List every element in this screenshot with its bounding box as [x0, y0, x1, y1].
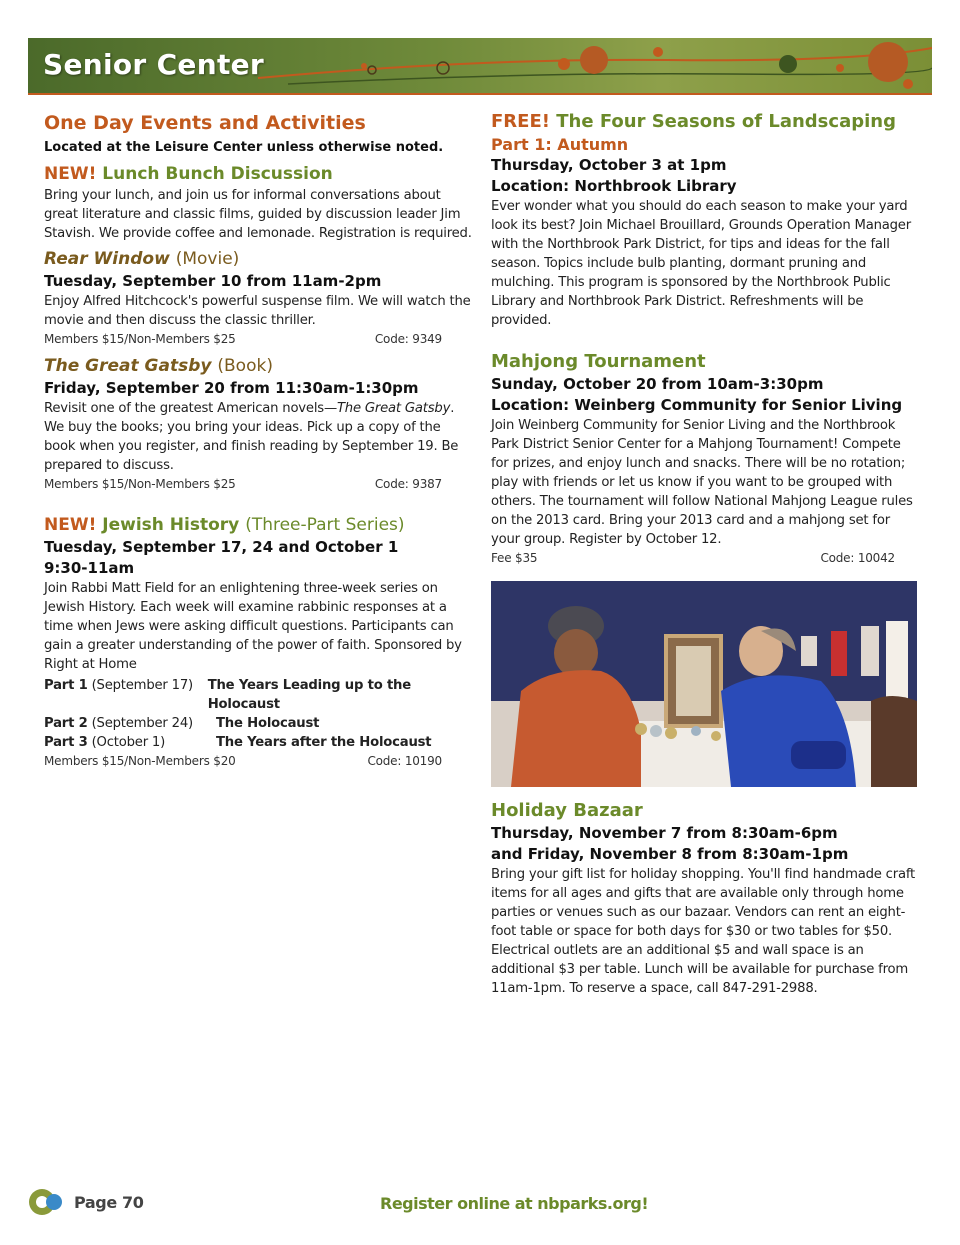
- part-when: [44, 714, 216, 733]
- event-time: 9:30-11am: [44, 559, 135, 577]
- part-label: Part 1: [44, 678, 88, 693]
- fee-row: [44, 475, 474, 493]
- series-part-row: [44, 714, 474, 733]
- event-name: Mahjong Tournament: [491, 351, 706, 372]
- fee: Members $15/Non-Members $25: [44, 332, 236, 346]
- event-date: Tuesday, September 10 from 11am-2pm: [44, 272, 382, 290]
- event-description: Bring your gift list for holiday shopping. You'll find handmade craft items for all ages and gifts that are available only through home parties or venues such as our bazaar. Vendors can rent an eight-foot table or space for both days for $30 or two tables for $50. Electrical outlets are an additional $5 and wall space is an additional $3 per table. Lunch will be available for purchase from 11am-1pm. To reserve a space, call 847-291-2988.: [491, 867, 916, 996]
- fee-row: [491, 549, 919, 567]
- event-title-bazaar: [491, 799, 919, 823]
- section-subtitle: Located at the Leisure Center unless otherwise noted.: [44, 140, 444, 155]
- part-when: [44, 676, 208, 714]
- program-code: Code: 9387: [374, 477, 442, 491]
- section-title: One Day Events and Activities: [44, 112, 366, 134]
- new-tag: NEW!: [44, 515, 97, 535]
- event-title-rear-window: [44, 247, 474, 271]
- photo-illustration: [491, 581, 917, 787]
- new-tag: NEW!: [44, 164, 97, 184]
- fee: Members $15/Non-Members $25: [44, 477, 236, 491]
- event-date: Thursday, November 7 from 8:30am-6pm: [491, 824, 838, 842]
- fee: Fee $35: [491, 551, 538, 565]
- event-title-gatsby: [44, 354, 474, 378]
- fee-row: [44, 752, 474, 770]
- event-date: Thursday, October 3 at 1pm: [491, 156, 727, 174]
- part-date: (September 17): [91, 678, 193, 693]
- event-subtitle: Part 1: Autumn: [491, 135, 629, 154]
- series-part-row: [44, 676, 474, 714]
- event-kind: (Movie): [175, 249, 240, 269]
- event-kind: (Book): [217, 356, 273, 376]
- event-name: Rear Window: [44, 249, 170, 269]
- program-code: Code: 9349: [374, 332, 442, 346]
- event-date: Sunday, October 20 from 10am-3:30pm: [491, 375, 824, 393]
- program-code: Code: 10042: [820, 551, 895, 565]
- event-description: Ever wonder what you should do each season to make your yard look its best? Join Michael Brouillard, Grounds Operation Manager with the Northbrook Park District, for tips and ideas for the fall season. Topics include bulb planting, dormant pruning and mulching. This program is sponsored by the Northbrook Public Library and Northbrook Park District. Refreshments will be provided.: [491, 199, 911, 328]
- event-title-jewish-history: [44, 513, 474, 537]
- description-part: Revisit one of the greatest American novels—: [44, 401, 337, 416]
- page-label: Page 70: [74, 1192, 144, 1212]
- part-when: [44, 733, 216, 752]
- page-number: [28, 1186, 143, 1218]
- free-tag: FREE!: [491, 111, 550, 132]
- event-title-landscaping: [491, 110, 919, 134]
- series-parts: [44, 676, 474, 752]
- event-kind: (Three-Part Series): [245, 515, 405, 535]
- event-description: Join Rabbi Matt Field for an enlightening three-week series on Jewish History. Each week will examine rabbinic responses at a time when Jews were asking difficult questions. Participants can gain a greater understanding of the power of faith. Sponsored by Right at Home: [44, 581, 462, 672]
- event-description: Bring your lunch, and join us for informal conversations about great literature and classic films, guided by discussion leader Jim Stavish. We provide coffee and lemonade. Registration is required.: [44, 188, 472, 241]
- event-date: Tuesday, September 17, 24 and October 1: [44, 538, 399, 556]
- event-location: Location: Weinberg Community for Senior Living: [491, 396, 903, 414]
- event-name: Jewish History: [102, 515, 240, 535]
- part-date: (September 24): [91, 716, 193, 731]
- fee: Members $15/Non-Members $20: [44, 754, 236, 768]
- program-code: Code: 10190: [367, 754, 442, 768]
- register-online-text: Register online at nbparks.org!: [380, 1194, 649, 1213]
- series-part-row: [44, 733, 474, 752]
- book-title: The Great Gatsby: [336, 401, 451, 416]
- event-title-lunch-bunch: [44, 162, 474, 186]
- fee-row: [44, 330, 474, 348]
- event-name: Lunch Bunch Discussion: [102, 164, 333, 184]
- event-title-mahjong: [491, 350, 919, 374]
- part-topic: The Years after the Holocaust: [216, 735, 432, 750]
- event-name: Holiday Bazaar: [491, 800, 643, 821]
- part-topic: The Holocaust: [216, 716, 320, 731]
- right-column: [491, 110, 919, 998]
- left-column: [44, 110, 474, 770]
- page-title: Senior Center: [43, 48, 265, 81]
- bazaar-photo: [491, 581, 917, 787]
- event-description: [44, 399, 474, 475]
- part-label: Part 2: [44, 716, 88, 731]
- event-location: Location: Northbrook Library: [491, 177, 737, 195]
- event-description: Enjoy Alfred Hitchcock's powerful suspense film. We will watch the movie and then discuss the classic thriller.: [44, 294, 471, 328]
- description-part: . We buy the books; you bring your ideas. Pick up a copy of the book when you register, and finish reading by September 19. Be prepared to discuss.: [44, 401, 459, 473]
- event-date: and Friday, November 8 from 8:30am-1pm: [491, 845, 849, 863]
- event-name: The Four Seasons of Landscaping: [556, 111, 896, 132]
- park-district-logo-icon: [28, 1186, 68, 1218]
- event-name: The Great Gatsby: [44, 356, 212, 376]
- part-topic: The Years Leading up to the Holocaust: [207, 678, 411, 712]
- event-description: Join Weinberg Community for Senior Living and the Northbrook Park District Senior Center for a Mahjong Tournament! Compete for prizes, and enjoy lunch and snacks. There will be no rotation; play with friends or let us know if you want to be grouped with others. The tournament will follow National Mahjong League rules on the 2013 card. Bring your 2013 card and a mahjong set for your group. Register by October 12.: [491, 418, 913, 547]
- part-date: (October 1): [91, 735, 166, 750]
- section-banner: [28, 38, 932, 95]
- event-date: Friday, September 20 from 11:30am-1:30pm: [44, 379, 419, 397]
- part-label: Part 3: [44, 735, 88, 750]
